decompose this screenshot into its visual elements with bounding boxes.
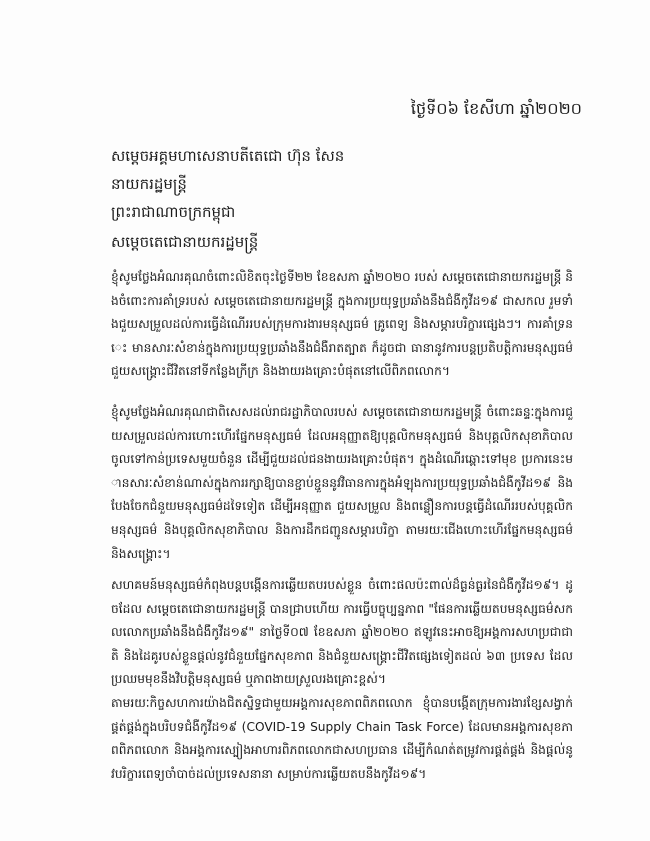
body-paragraph-3: សហគមន៍មនុស្សធម៌កំពុងបន្តបង្កើនការឆ្លើយតបរបស់ខ្លួន ចំពោះផលប៉ះពាល់ដ៏ធ្ងន់ធ្ងរនៃជំងឺកូវីដ១៩។ ដូចដែល សម្ដេចតេជោនាយករដ្ឋមន្ត្រី បានជ្រាបហើយ ការធ្វើបច្ចុប្បន្នភាព "ផែនការឆ្លើយតបមនុស្សធម៌សកលលោកប្រឆាំងនឹងជំងឺកូវីដ១៩" នាថ្ងៃទី០៧ ខែឧសភា ឆ្នាំ២០២០ ឥឡូវនេះអាចឱ្យអង្គការសហប្រជាជាតិ និងដៃគូរបស់ខ្លួនផ្ដល់នូវជំនួយផ្នែកសុខភាព និងជំនួយសង្គ្រោះជីវិតផ្សេងទៀតដល់ ៦៣ ប្រទេស ដែលប្រឈមមុខនឹងវិបត្តិមនុស្សធម៌ ឬភាពងាយស្រួលរងគ្រោះខ្ពស់។ <box>111 578 573 687</box>
addressee-country: ព្រះរាជាណាចក្រកម្ពុជា <box>111 203 236 221</box>
body-paragraph-1: ខ្ញុំសូមថ្លែងអំណរគុណចំពោះលិខិតចុះថ្ងៃទី២២ ខែឧសភា ឆ្នាំ២០២០ របស់ សម្ដេចតេជោនាយករដ្ឋមន្ត្រី និងចំពោះការគាំទ្ររបស់ សម្ដេចតេជោនាយករដ្ឋមន្ត្រី ក្នុងការប្រយុទ្ធប្រឆាំងនឹងជំងឺកូវីដ១៩ ជាសកល រួមទាំងជួយសម្រួលដល់ការធ្វើដំណើររបស់ក្រុមការងារមនុស្សធម៌ គ្រូពេទ្យ និងសម្ភារបរិក្ខារផ្សេងៗ។ ការគាំទ្រនេះ មានសារៈសំខាន់ក្នុងការប្រយុទ្ធប្រឆាំងនឹងជំងឺរាតត្បាត ក៏ដូចជា ធានានូវការបន្តប្រតិបត្តិការមនុស្សធម៌ជួយសង្គ្រោះជីវិតនៅទីកន្លែងក្រីក្រ និងងាយរងគ្រោះបំផុតនៅលើពិភពលោក។ <box>111 270 573 379</box>
letter-date: ថ្ងៃទី០៦ ខែសីហា ឆ្នាំ២០២០ <box>410 99 582 118</box>
addressee-title: នាយករដ្ឋមន្ត្រី <box>111 175 187 193</box>
addressee-block <box>111 142 344 226</box>
body-paragraph-4: តាមរយៈកិច្ចសហការយ៉ាងជិតស្និទ្ធជាមួយអង្គការសុខភាពពិភពលោក ខ្ញុំបានបង្កើតក្រុមការងារខ្សែសង្វាក់ផ្គត់ផ្គង់ក្នុងបរិបទជំងឺកូវីដ១៩ (COVID-19 Supply Chain Task Force) ដែលមានអង្គការសុខភាពពិភពលោក និងអង្គការស្បៀងអាហារពិភពលោកជាសហប្រធាន ដើម្បីកំណត់តម្រូវការផ្គត់ផ្គង់ និងផ្ដល់នូវបរិក្ខារពេទ្យចាំបាច់ដល់ប្រទេសនានា សម្រាប់ការឆ្លើយតបនឹងកូវីដ១៩។ <box>111 696 573 781</box>
body-paragraph-2: ខ្ញុំសូមថ្លែងអំណរគុណជាពិសេសដល់រាជរដ្ឋាភិបាលរបស់ សម្ដេចតេជោនាយករដ្ឋមន្ត្រី ចំពោះឆន្ទៈក្នុងការជួយសម្រួលដល់ការហោះហើរផ្នែកមនុស្សធម៌ ដែលអនុញ្ញាតឱ្យបុគ្គលិកមនុស្សធម៌ និងបុគ្គលិកសុខាភិបាលចូលទៅកាន់ប្រទេសមួយចំនួន ដើម្បីជួយដល់ជនងាយរងគ្រោះបំផុត។ ក្នុងដំណើរឆ្ពោះទៅមុខ ប្រការនេះមានសារៈសំខាន់ណាស់ក្នុងការរក្សាឱ្យបានខ្ជាប់ខ្ជួននូវវិធានការក្នុងអំឡុងការប្រយុទ្ធប្រឆាំងជំងឺកូវីដ១៩ និងបែងចែកជំនួយមនុស្សធម៌ដទៃទៀត ដើម្បីអនុញ្ញាត ជួយសម្រួល និងពន្លឿនការបន្តធ្វើដំណើររបស់បុគ្គលិកមនុស្សធម៌ និងបុគ្គលិកសុខាភិបាល និងការដឹកជញ្ជូនសម្ភារបរិក្ខា តាមរយៈជើងហោះហើរផ្នែកមនុស្សធម៌ និងសង្គ្រោះ។ <box>111 405 573 561</box>
salutation: សម្ដេចតេជោនាយករដ្ឋមន្ត្រី <box>111 233 259 251</box>
addressee-name: សម្ដេចអគ្គមហាសេនាបតីតេជោ ហ៊ុន សែន <box>111 147 345 165</box>
